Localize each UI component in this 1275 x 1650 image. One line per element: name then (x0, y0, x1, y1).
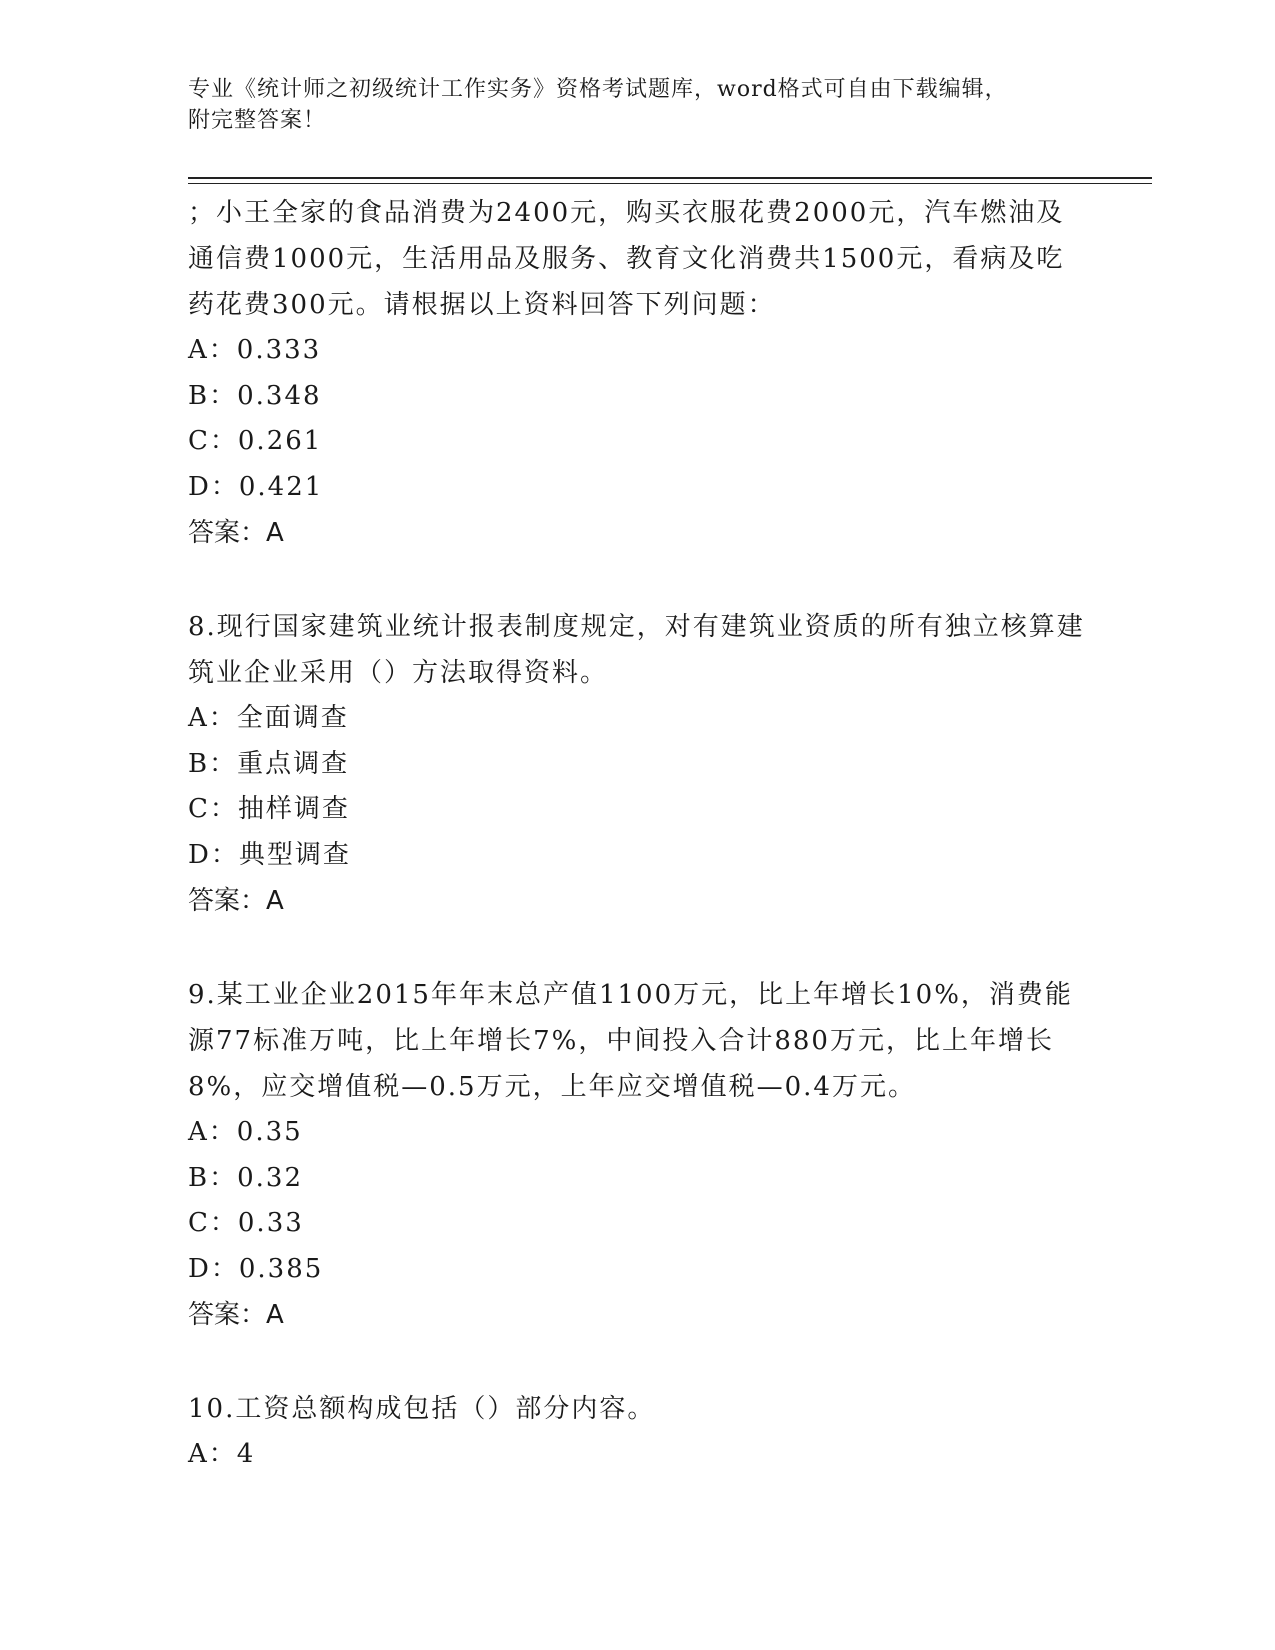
answer: 答案：A (188, 518, 284, 548)
question-text: 10.工资总额构成包括（）部分内容。 (188, 1394, 656, 1424)
option-d: D：0.421 (188, 471, 324, 502)
question-9 (188, 972, 1088, 1338)
header-divider-thin (188, 183, 1152, 184)
option-a: A：全面调查 (188, 703, 349, 733)
option-d: D：典型调查 (188, 839, 351, 870)
header-line-2: 附完整答案！ (188, 108, 327, 133)
answer: 答案：A (188, 886, 284, 916)
option-b: B：重点调查 (188, 748, 350, 779)
question-text: 8.现行国家建筑业统计报表制度规定，对有建筑业资质的所有独立核算建筑业企业采用（）方法取得资料。 (188, 612, 1085, 688)
answer: 答案：A (188, 1300, 284, 1330)
document-header (188, 74, 1068, 136)
question-7 (188, 190, 1088, 556)
header-divider-thick (188, 177, 1152, 179)
option-d: D：0.385 (188, 1253, 324, 1284)
option-c: C：抽样调查 (188, 794, 350, 824)
option-c: C：0.33 (188, 1208, 304, 1238)
option-a: A：0.333 (188, 335, 322, 365)
question-text: 9.某工业企业2015年年末总产值1100万元，比上年增长10%，消费能源77标准万吨，比上年增长7%，中间投入合计880万元，比上年增长8%，应交增值税—0.5万元，上年应交增值税—0.4万元。 (188, 980, 1073, 1102)
option-b: B：0.348 (188, 380, 322, 411)
question-8 (188, 604, 1088, 924)
option-a: A：0.35 (188, 1117, 303, 1147)
question-text: ；小王全家的食品消费为2400元，购买衣服花费2000元，汽车燃油及通信费1000元，生活用品及服务、教育文化消费共1500元，看病及吃药花费300元。请根据以上资料回答下列问题： (188, 198, 1065, 320)
question-list (188, 190, 1088, 1478)
option-b: B：0.32 (188, 1162, 303, 1193)
question-10 (188, 1386, 1088, 1478)
header-line-1: 专业《统计师之初级统计工作实务》资格考试题库，word格式可自由下载编辑， (188, 77, 1008, 102)
option-c: C：0.261 (188, 426, 323, 456)
option-a: A：4 (188, 1439, 256, 1469)
